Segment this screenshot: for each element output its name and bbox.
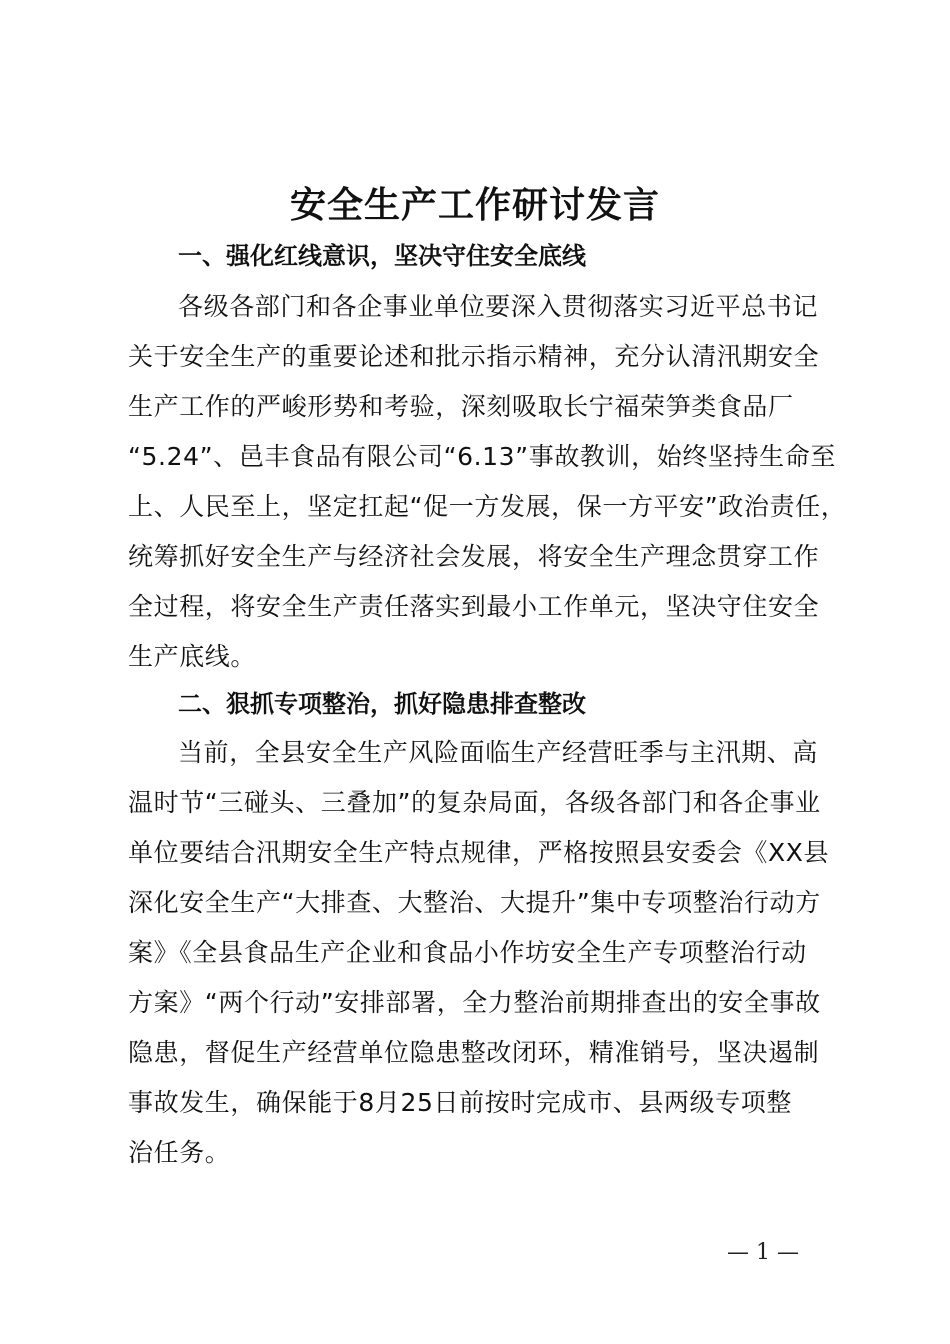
paragraph-line: 治任务。	[128, 1138, 231, 1167]
paragraph-line: 各级各部门和各企事业单位要深入贯彻落实习近平总书记	[178, 292, 819, 321]
paragraph-line: 事故发生，确保能于8月25日前按时完成市、县两级专项整	[128, 1088, 792, 1117]
paragraph-line: 深化安全生产“大排查、大整治、大提升”集中专项整治行动方	[128, 888, 821, 917]
paragraph-line: 全过程，将安全生产责任落实到最小工作单元，坚决守住安全	[128, 592, 820, 621]
paragraph-line: 生产底线。	[128, 642, 257, 671]
section-2-heading: 二、狠抓专项整治，抓好隐患排查整改	[178, 690, 586, 718]
paragraph-line: 上、人民至上，坚定扛起“促一方发展，保一方平安”政治责任，	[128, 492, 847, 521]
page-number: — 1 —	[727, 1240, 799, 1265]
section-2-paragraph	[128, 728, 848, 1178]
section-1-heading: 一、强化红线意识，坚决守住安全底线	[178, 242, 586, 270]
paragraph-line: 当前，全县安全生产风险面临生产经营旺季与主汛期、高	[178, 738, 819, 767]
paragraph-line: 统筹抓好安全生产与经济社会发展，将安全生产理念贯穿工作	[128, 542, 820, 571]
paragraph-line: 案》《全县食品生产企业和食品小作坊安全生产专项整治行动	[128, 938, 807, 967]
paragraph-line: 温时节“三碰头、三叠加”的复杂局面，各级各部门和各企事业	[128, 788, 821, 817]
section-1-paragraph	[128, 282, 848, 682]
paragraph-line: “5.24”、邑丰食品有限公司“6.13”事故教训，始终坚持生命至	[128, 442, 836, 471]
paragraph-line: 方案》“两个行动”安排部署，全力整治前期排查出的安全事故	[128, 988, 821, 1017]
paragraph-line: 单位要结合汛期安全生产特点规律，严格按照县安委会《XX县	[128, 838, 830, 867]
document-title: 安全生产工作研讨发言	[289, 185, 660, 226]
paragraph-line: 生产工作的严峻形势和考验，深刻吸取长宁福荣笋类食品厂	[128, 392, 794, 421]
paragraph-line: 隐患，督促生产经营单位隐患整改闭环，精准销号，坚决遏制	[128, 1038, 820, 1067]
paragraph-line: 关于安全生产的重要论述和批示指示精神，充分认清汛期安全	[128, 342, 820, 371]
